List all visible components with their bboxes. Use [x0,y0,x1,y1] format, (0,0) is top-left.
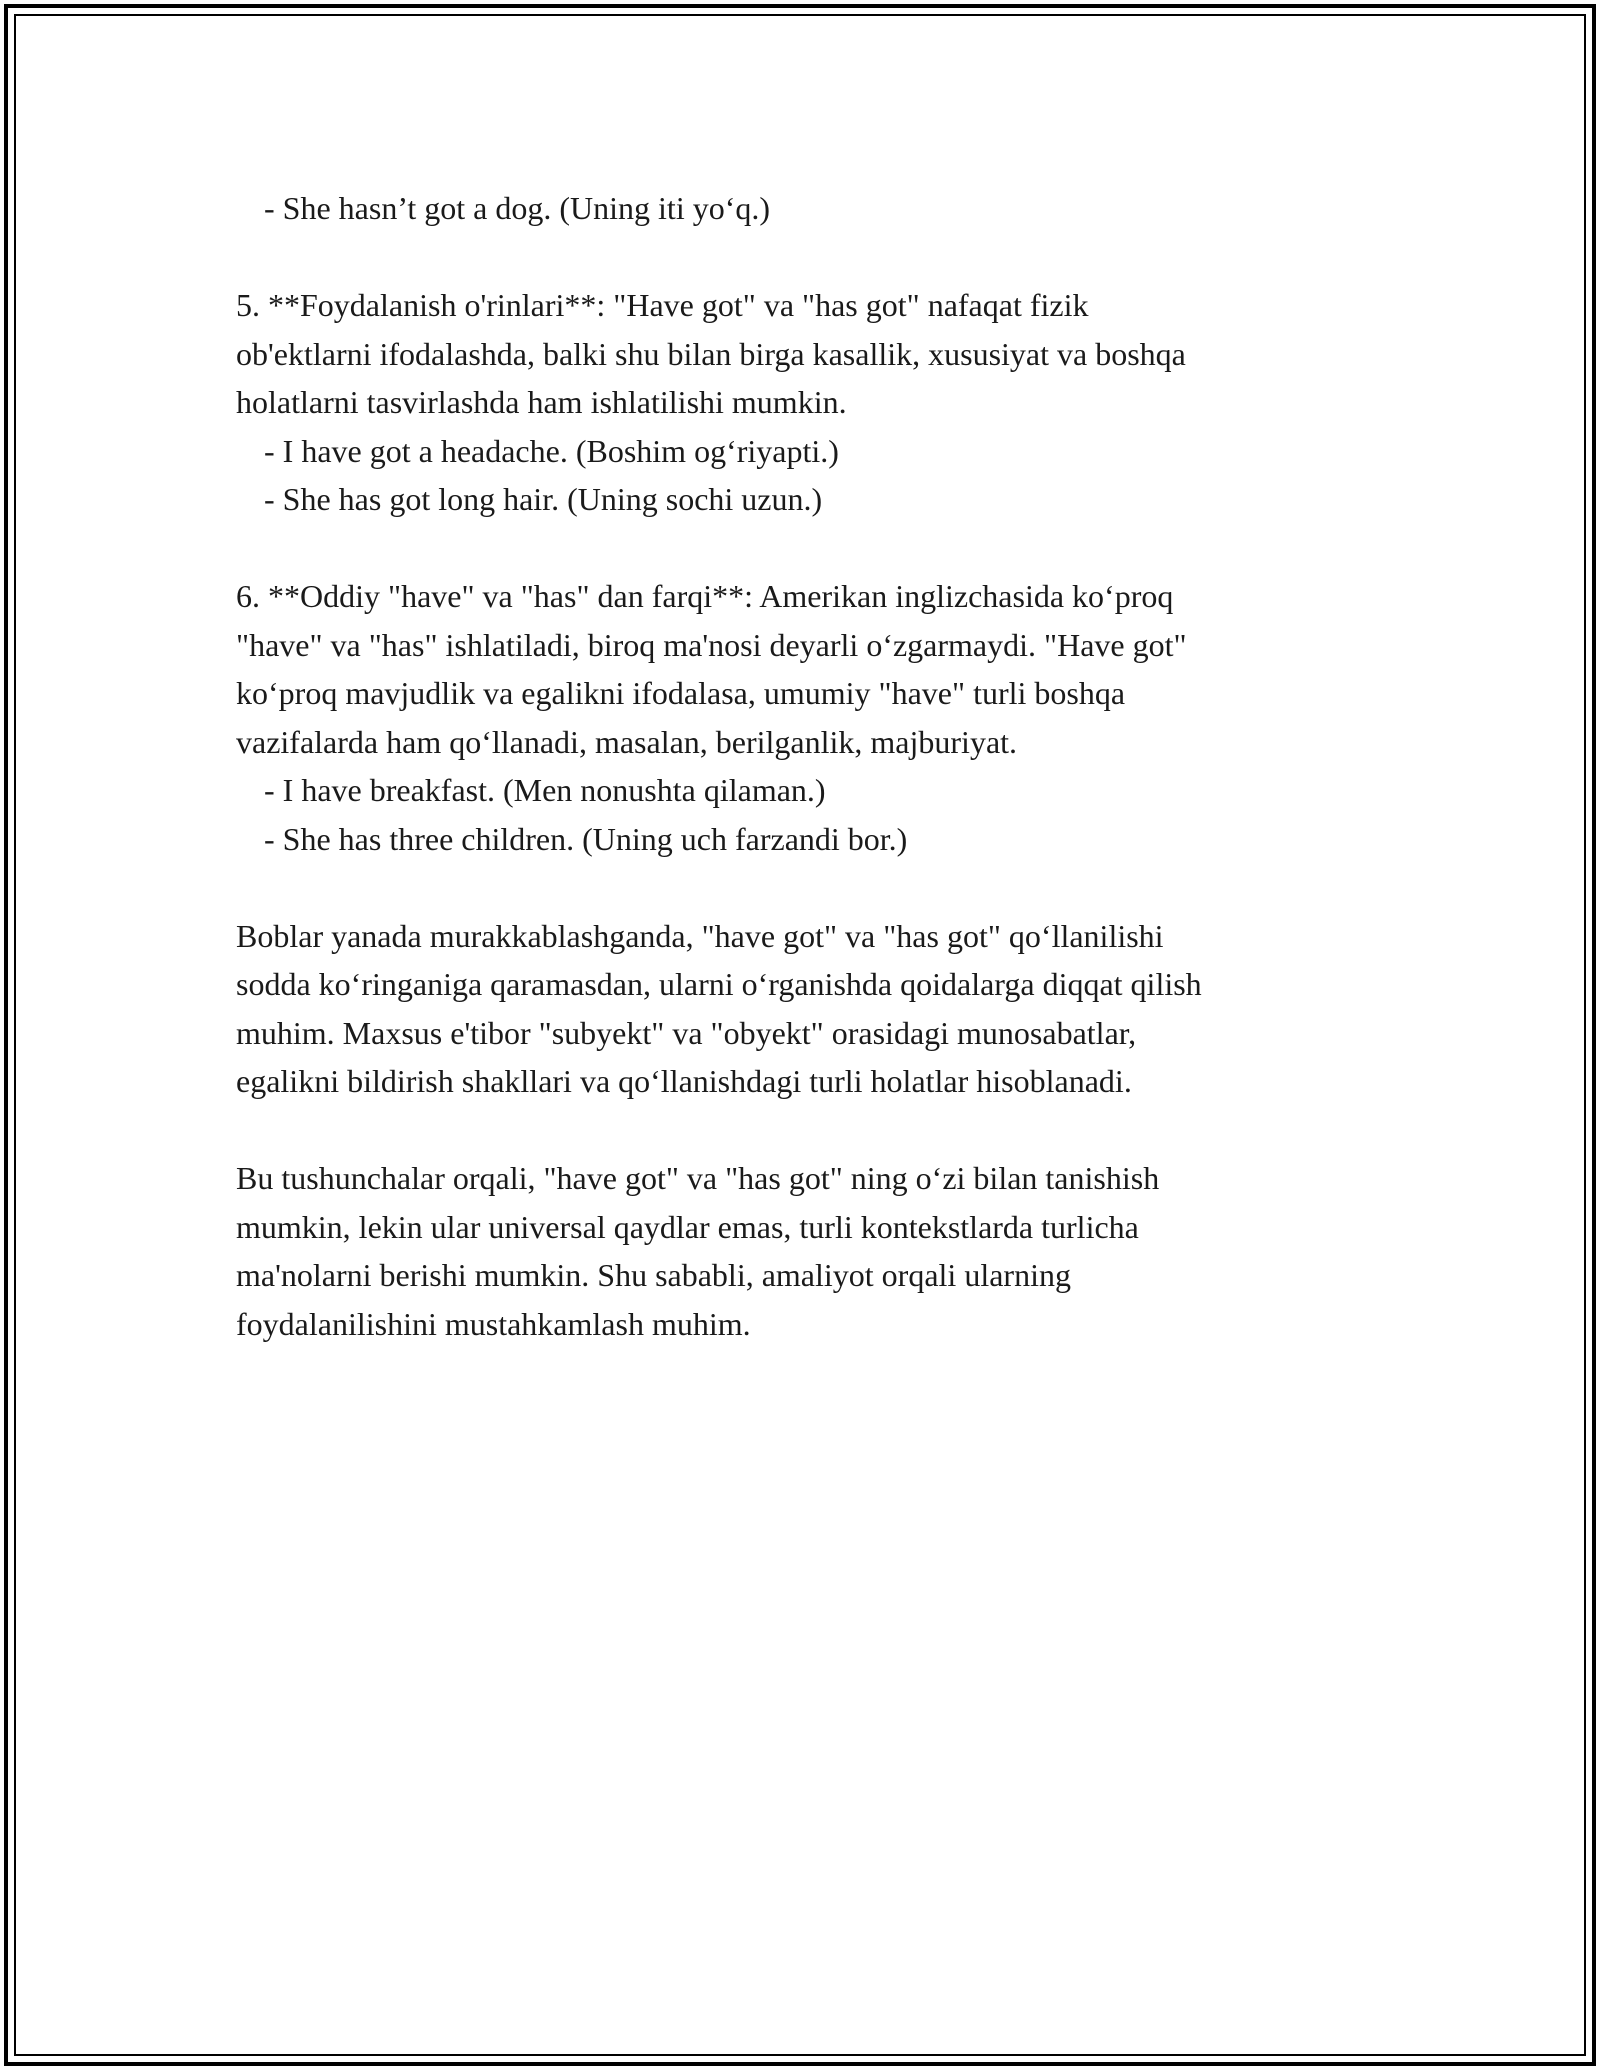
paragraph-line: ko‘proq mavjudlik va egalikni ifodalasa, umumiy "have" turli boshqa [236,675,1126,711]
example-line: - I have got a headache. (Boshim og‘riyapti.) [264,432,839,469]
paragraph-line: ma'nolarni berishi mumkin. Shu sababli, amaliyot orqali ularning [236,1257,1071,1293]
blank-line [236,1106,1366,1155]
paragraph-line: mumkin, lekin ular universal qaydlar emas, turli kontekstlarda turlicha [236,1208,1139,1245]
blank-line [236,524,1366,573]
document-body [236,184,1366,1348]
conclusion-paragraph [236,1154,1366,1348]
example-line: - She has three children. (Uning uch farzandi bor.) [264,820,908,857]
point-6-block [236,572,1366,863]
blank-line [236,233,1366,282]
example-line: - She has got long hair. (Uning sochi uzun.) [264,481,823,517]
paragraph-line: muhim. Maxsus e'tibor "subyekt" va "obyekt" orasidagi munosabatlar, [236,1014,1137,1051]
example-line: - I have breakfast. (Men nonushta qilaman.) [264,772,826,808]
point-5-block [236,281,1366,524]
blank-line [236,863,1366,912]
paragraph-line: 5. **Foydalanish o'rinlari**: "Have got" va "has got" nafaqat fizik [236,287,1089,323]
paragraph-line: "have" va "has" ishlatiladi, biroq ma'nosi deyarli o‘zgarmaydi. "Have got" [236,626,1187,663]
paragraph-line: sodda ko‘ringaniga qaramasdan, ularni o‘rganishda qoidalarga diqqat qilish [236,966,1202,1002]
paragraph-line: egalikni bildirish shakllari va qo‘llanishdagi turli holatlar hisoblanadi. [236,1063,1132,1099]
paragraph-line: Bu tushunchalar orqali, "have got" va "has got" ning o‘zi bilan tanishish [236,1160,1160,1196]
paragraph-line: 6. **Oddiy "have" va "has" dan farqi**: Amerikan inglizchasida ko‘proq [236,578,1174,614]
example-line: - She hasn’t got a dog. (Uning iti yo‘q.) [264,190,771,226]
paragraph-line: holatlarni tasvirlashda ham ishlatilishi mumkin. [236,384,847,420]
paragraph-line: ob'ektlarni ifodalashda, balki shu bilan birga kasallik, xususiyat va boshqa [236,335,1186,372]
paragraph-line: vazifalarda ham qo‘llanadi, masalan, berilganlik, majburiyat. [236,723,1018,760]
paragraph-line: foydalanilishini mustahkamlash muhim. [236,1305,751,1342]
summary-paragraph [236,912,1366,1106]
paragraph-line: Boblar yanada murakkablashganda, "have got" va "has got" qo‘llanilishi [236,917,1164,954]
